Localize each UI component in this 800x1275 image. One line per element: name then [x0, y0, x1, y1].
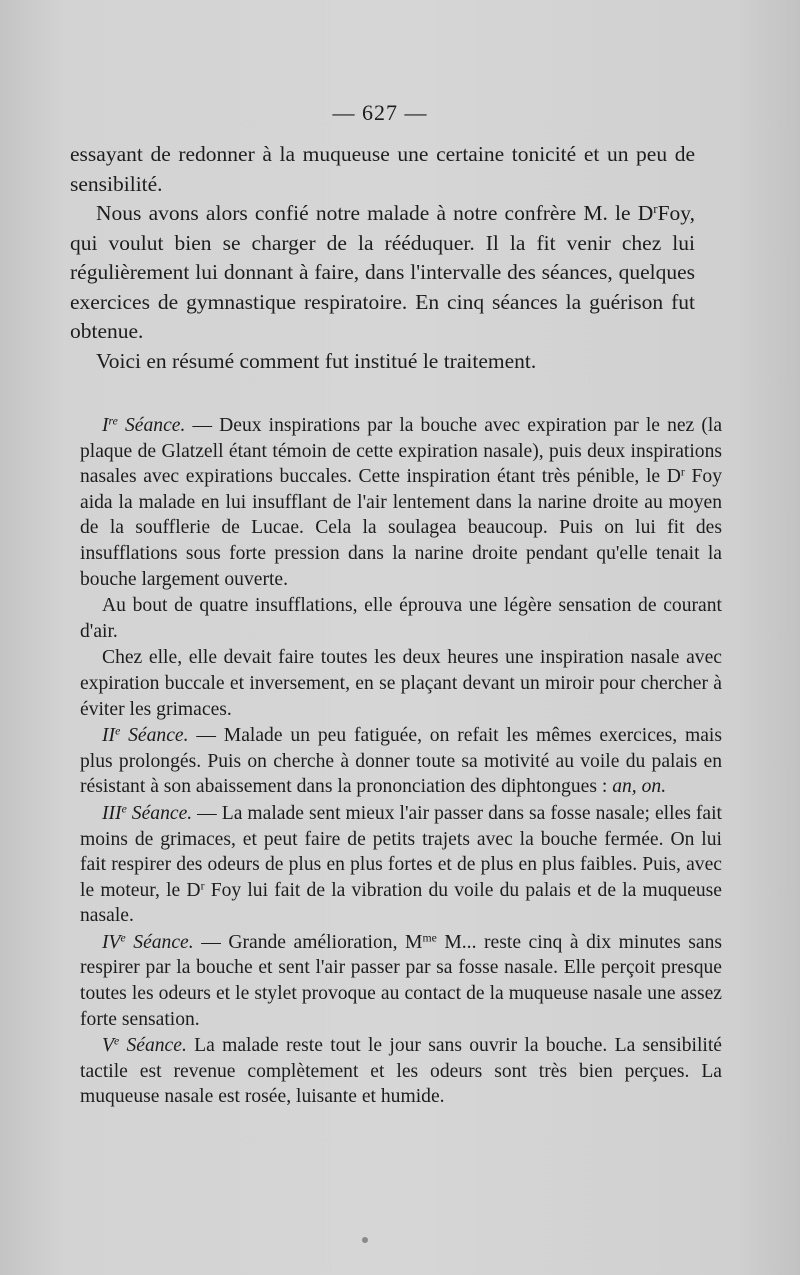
session-2: IIe Séance. — Malade un peu fatiguée, on refait les mêmes exercices, mais plus prolongés. Puis on cherche à donner toute sa motivité au voile du palais en résistant à son abaissement dans la prononciation des diphtongues : an, on. [80, 724, 723, 798]
session-2-heading: IIe Séance. [102, 724, 189, 747]
session-3-heading: IIIe Séance. [102, 802, 193, 824]
session-1-home-exercise: Chez elle, elle devait faire toutes les deux heures une inspiration nasale avec expiration buccale et inversement, en se plaçant devant un miroir pour chercher à éviter les grimaces. [80, 647, 722, 720]
session-5: Ve Séance. La malade reste tout le jour sans ouvrir la bouche. La sensibilité tactile est revenue complètement et les odeurs sont très bien perçues. La muqueuse nasale est rosée, luisante et humide. [80, 1034, 723, 1108]
session-4: IVe Séance. — Grande amélioration, $M^{me}$ M... reste cinq à dix minutes sans respirer par la bouche et sent l'air passer par sa fosse nasale. Elle perçoit presque toutes les odeurs et le stylet provoque au contact de la muqueuse nasale une assez forte sensation. [80, 931, 723, 1030]
main-text [70, 140, 695, 376]
paragraph-referral: Nous avons alors confié notre malade à notre confrère M. le $D^rFoy$, qui voulut bien se charger de la rééduquer. Il la fit venir chez lui régulièrement lui donnant à faire, dans l'intervalle des séances, quelques exercices de gymnastique respiratoire. En cinq séances la guérison fut obtenue. [70, 201, 695, 343]
session-list [80, 413, 722, 1111]
session-1-followup: Au bout de quatre insufflations, elle éprouva une légère sensation de courant d'air. [80, 595, 722, 642]
session-4-heading: IVe Séance. [102, 931, 194, 953]
paragraph-summary-intro: Voici en résumé comment fut institué le traitement. [96, 348, 537, 373]
session-1: Ire Séance. — Deux inspirations par la bouche avec expiration par le nez (la plaque de Glatzell étant témoin de cette expiration nasale), puis deux inspirations nasales avec expirations buccales. Cette inspiration étant très pénible, le $D^r$ Foy aida la malade en lui insufflant de l'air lentement dans la narine droite au moyen de la soufflerie de Lucae. Cela la soulagea beaucoup. Puis on lui fit des insufflations sous forte pression dans la narine droite pendant qu'elle tenait la bouche largement ouverte. [80, 414, 723, 590]
page-number: — 627 — [332, 100, 428, 125]
session-5-heading: Ve Séance. [102, 1034, 187, 1057]
session-1-heading: Ire Séance. [102, 414, 186, 436]
paragraph-continuation: essayant de redonner à la muqueuse une certaine tonicité et un peu de sensibilité. [70, 142, 695, 196]
paper-speck [362, 1237, 368, 1243]
session-3: IIIe Séance. — La malade sent mieux l'air passer dans sa fosse nasale; elles fait moins de grimaces, et peut faire de petits trajets avec la bouche fermée. On lui fait respirer des odeurs de plus en plus fortes et de plus en plus faibles. Puis, avec le moteur, le $D^r$ Foy lui fait de la vibration du voile du palais et de la muqueuse nasale. [80, 802, 722, 927]
